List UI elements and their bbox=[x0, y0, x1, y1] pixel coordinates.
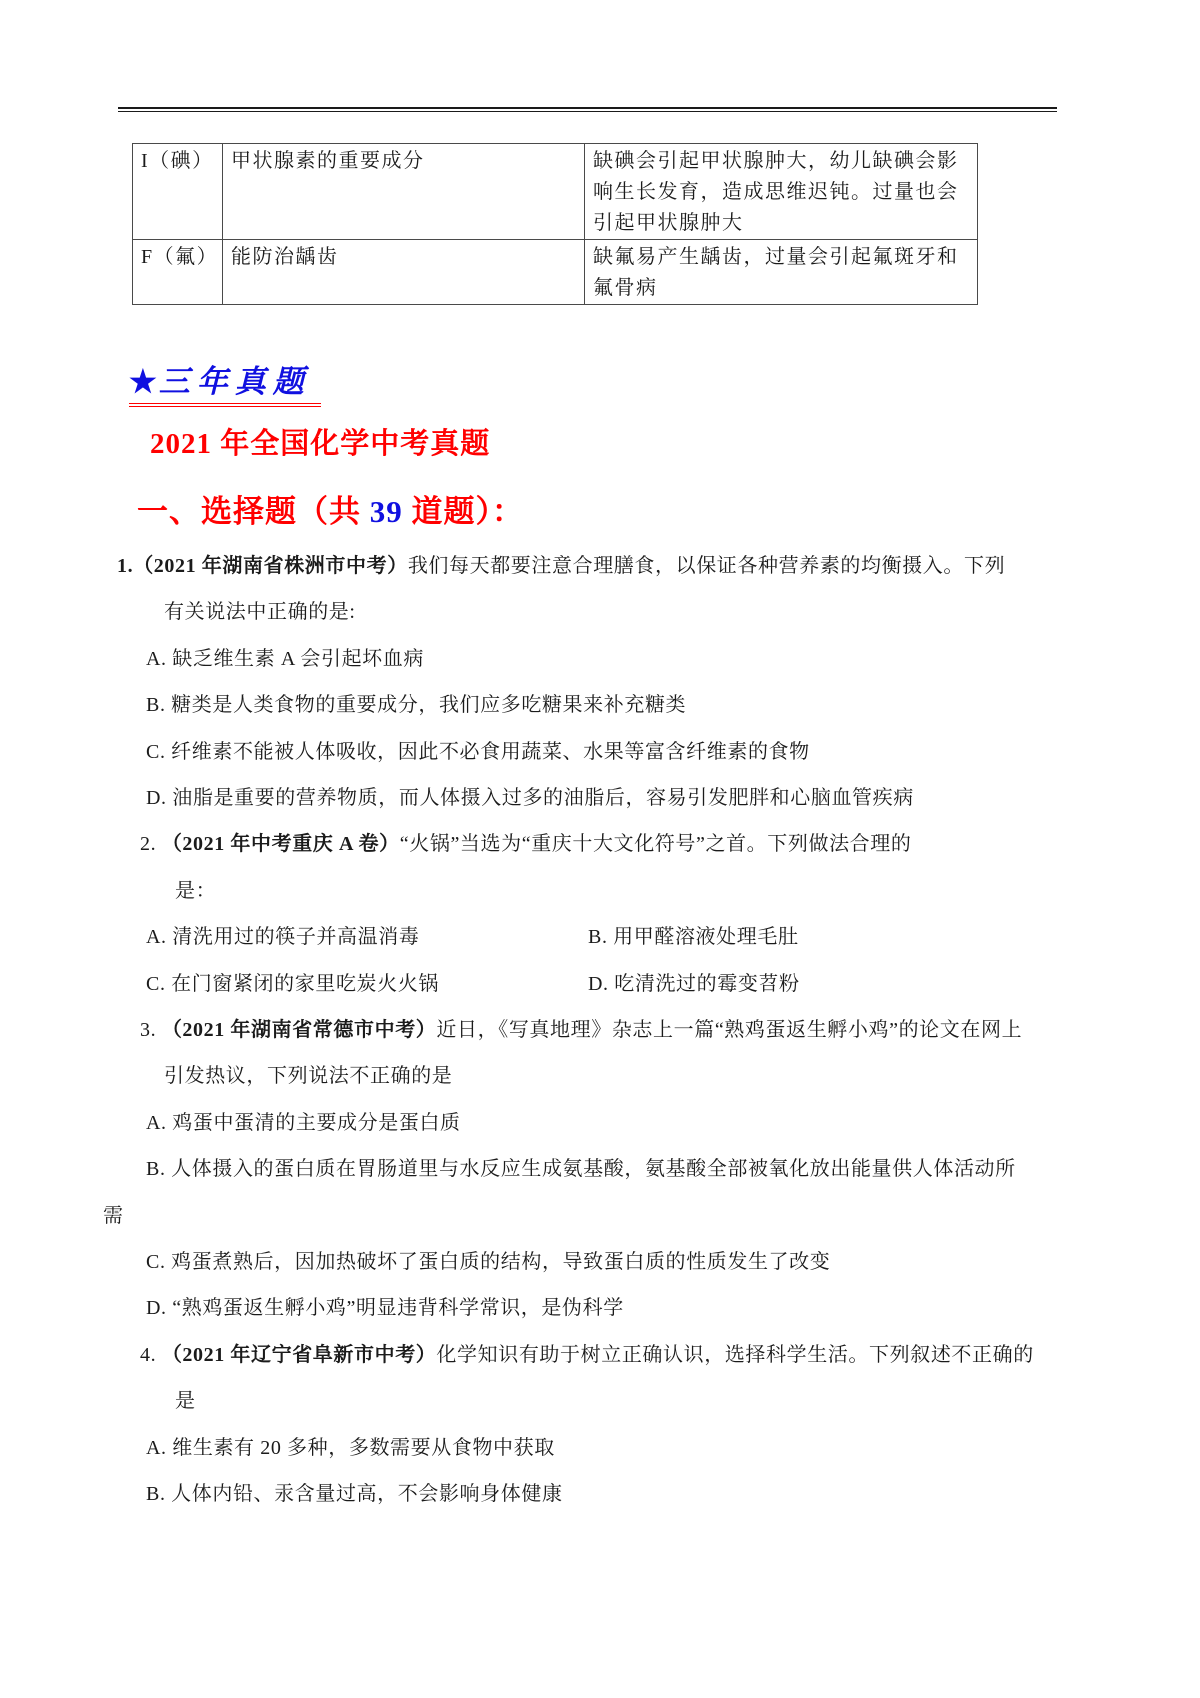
question-text: 4. bbox=[140, 1343, 162, 1366]
section-heading-suffix: 道题）： bbox=[402, 494, 524, 529]
question-text: 化学知识有助于树立正确认识，选择科学生活。下列叙述不正确的 bbox=[436, 1343, 1034, 1366]
question-text-line bbox=[146, 636, 424, 682]
question-text: B. 糖类是人类食物的重要成分，我们应多吃糖果来补充糖类 bbox=[146, 694, 687, 717]
question-source: （2021 年辽宁省阜新市中考） bbox=[161, 1343, 437, 1366]
question-text: A. 维生素有 20 多种，多数需要从食物中获取 bbox=[146, 1436, 555, 1459]
option-text: C. 在门窗紧闭的家里吃炭火火锅 bbox=[146, 972, 439, 995]
section-heading bbox=[137, 486, 524, 531]
question-text: 有关说法中正确的是: bbox=[164, 601, 356, 624]
question-text-line bbox=[140, 821, 911, 867]
question-source: （2021 年湖南省常德市中考） bbox=[161, 1019, 437, 1041]
question-text-line bbox=[146, 1146, 1016, 1192]
question-text-line bbox=[164, 589, 356, 635]
question-text-line bbox=[175, 868, 216, 914]
table-cell-element: F（氟） bbox=[133, 240, 223, 305]
exam-title: 2021 年全国化学中考真题 bbox=[150, 428, 491, 460]
question-text-line bbox=[146, 729, 810, 775]
question-text: 是： bbox=[175, 879, 217, 902]
table-row-fluorine bbox=[133, 240, 978, 305]
question-text: 是 bbox=[175, 1390, 196, 1413]
question-text-line bbox=[146, 1100, 461, 1146]
question-count: 39 bbox=[369, 494, 403, 529]
question-text: 3. bbox=[140, 1019, 162, 1041]
question-text-line bbox=[117, 543, 1005, 589]
table-cell-function: 能防治龋齿 bbox=[223, 240, 585, 305]
table-cell-function: 甲状腺素的重要成分 bbox=[223, 144, 585, 240]
question-text: “火锅”当选为“重庆十大文化符号”之首。下列做法合理的 bbox=[399, 833, 912, 856]
question-text-line bbox=[146, 775, 914, 821]
trace-elements-table bbox=[132, 143, 978, 305]
question-text: A. 鸡蛋中蛋清的主要成分是蛋白质 bbox=[146, 1111, 461, 1134]
question-text-line bbox=[146, 1425, 555, 1471]
question-text-line bbox=[164, 1053, 452, 1099]
question-text: D. “熟鸡蛋返生孵小鸡”明显违背科学常识，是伪科学 bbox=[146, 1297, 624, 1320]
question-text: D. 油脂是重要的营养物质，而人体摄入过多的油脂后，容易引发肥胖和心脑血管疾病 bbox=[146, 787, 914, 809]
question-text: C. 纤维素不能被人体吸收，因此不必食用蔬菜、水果等富含纤维素的食物 bbox=[146, 740, 810, 763]
question-text: 近日，《写真地理》杂志上一篇“熟鸡蛋返生孵小鸡”的论文在网上 bbox=[436, 1019, 1023, 1041]
question-text: 需 bbox=[103, 1204, 124, 1227]
question-text: B. 人体摄入的蛋白质在胃肠道里与水反应生成氨基酸，氨基酸全部被氧化放出能量供人体活动所 bbox=[146, 1158, 1016, 1181]
table-row-iodine bbox=[133, 144, 978, 240]
star-icon: ★ bbox=[129, 364, 159, 399]
question-source: （2021 年中考重庆 A 卷） bbox=[161, 833, 400, 856]
question-text: 引发热议，下列说法不正确的是 bbox=[164, 1065, 453, 1088]
question-text-line bbox=[146, 682, 686, 728]
section-heading-prefix: 一、选择题（共 bbox=[137, 494, 370, 529]
table-cell-effect: 缺氟易产生龋齿，过量会引起氟斑牙和氟骨病 bbox=[585, 240, 978, 305]
question-text-line bbox=[140, 1332, 1034, 1378]
question-text: A. 缺乏维生素 A 会引起坏血病 bbox=[146, 647, 424, 670]
question-text-line bbox=[146, 1471, 563, 1517]
option-text: D. 吃清洗过的霉变苕粉 bbox=[588, 972, 800, 995]
question-text-line bbox=[146, 1239, 830, 1285]
question-text: 我们每天都要注意合理膳食，以保证各种营养素的均衡摄入。下列 bbox=[407, 555, 1006, 577]
question-text-line bbox=[140, 1007, 1022, 1053]
question-text-line bbox=[103, 1193, 124, 1239]
question-text-line bbox=[146, 1285, 624, 1331]
question-text: C. 鸡蛋煮熟后，因加热破坏了蛋白质的结构，导致蛋白质的性质发生了改变 bbox=[146, 1251, 831, 1273]
section-star-heading bbox=[129, 356, 321, 407]
question-text: 2. bbox=[140, 833, 162, 856]
question-source: 1.（2021 年湖南省株洲市中考） bbox=[117, 555, 408, 577]
header-rule bbox=[118, 107, 1057, 112]
option-text: B. 用甲醛溶液处理毛肚 bbox=[588, 926, 799, 949]
table-cell-effect: 缺碘会引起甲状腺肿大，幼儿缺碘会影响生长发育，造成思维迟钝。过量也会引起甲状腺肿大 bbox=[585, 144, 978, 240]
question-text: B. 人体内铅、汞含量过高，不会影响身体健康 bbox=[146, 1483, 563, 1505]
option-text: A. 清洗用过的筷子并高温消毒 bbox=[146, 926, 420, 949]
star-heading-label: 三年真题 bbox=[158, 364, 311, 399]
table-cell-element: I（碘） bbox=[133, 144, 223, 240]
question-text-line bbox=[175, 1378, 196, 1424]
